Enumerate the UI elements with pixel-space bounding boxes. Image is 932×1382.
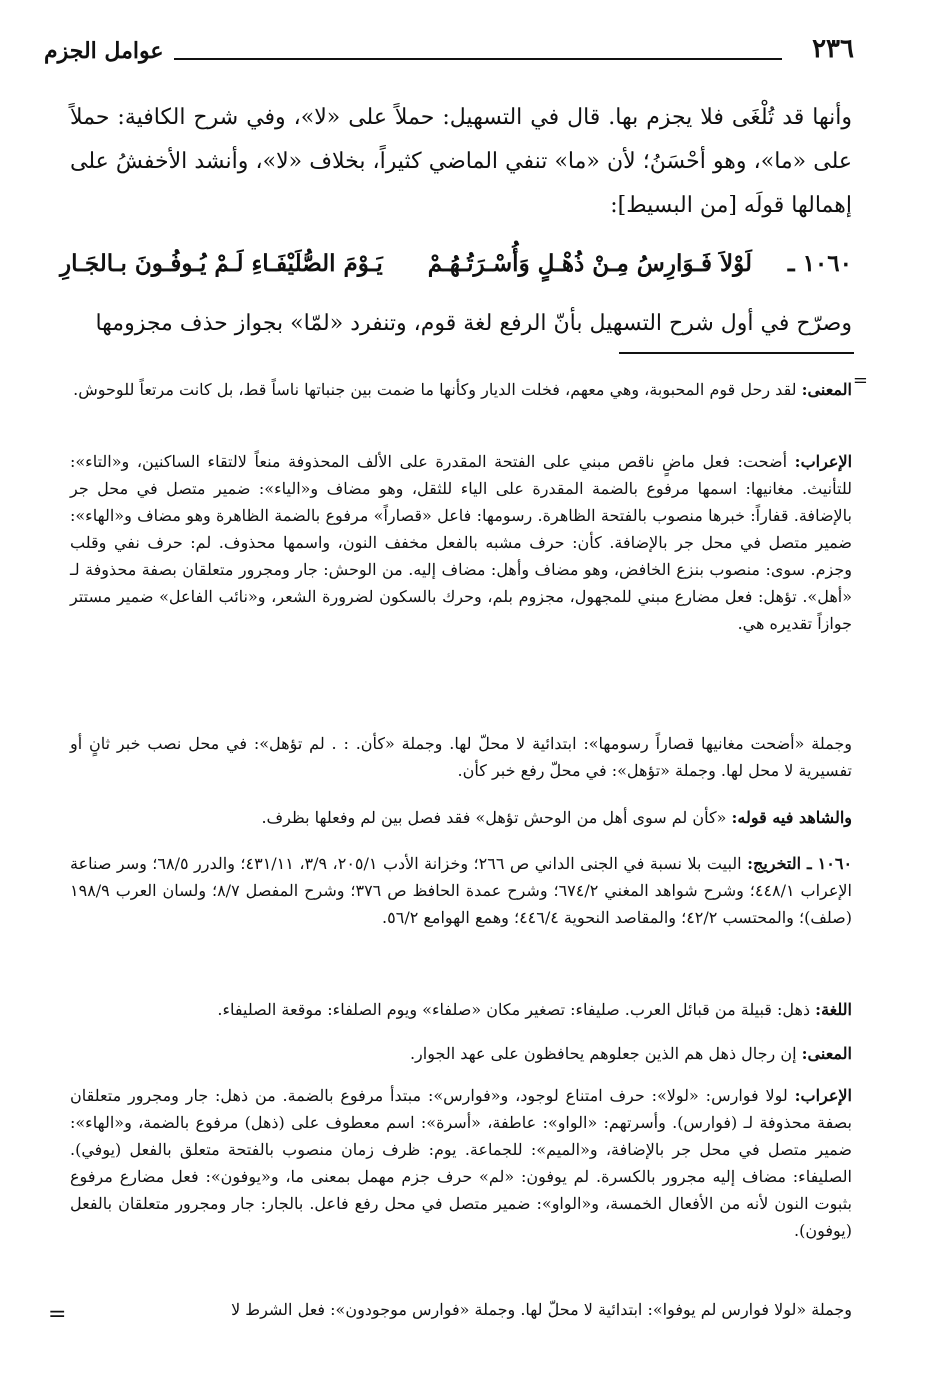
- verse-number: ١٠٦٠ ـ: [787, 250, 852, 277]
- footnote-parsing-2: [70, 1082, 852, 1244]
- footnote-label: الإعراب:: [794, 452, 853, 471]
- footnote-text: البيت بلا نسبة في الجنى الداني ص ٢٦٦؛ وخزانة الأدب ٢٠٥/١، ٣/٩، ٤٣١/١١؛ والدرر ٦٨/٥؛ وسر صناعة الإعراب ٤٤٨/١؛ وشرح شواهد المغني ٦٧٤/٢؛ وشرح عمدة الحافظ ص ٣٧٦؛ وشرح المفصل ٨/٧؛ ولسان العرب ١٩٨/٩ (صلف)؛ والمحتسب ٤٢/٢؛ والمقاصد النحوية ٤٤٦/٤؛ وهمع الهوامع ٥٦/٢.: [70, 854, 852, 927]
- footnote-language: [70, 996, 852, 1023]
- footnote-sentences-2: [70, 1296, 852, 1323]
- main-paragraph: وأنها قد تُلْغَى فلا يجزم بها. قال في التسهيل: حملاً على «لا»، وفي شرح الكافية: حملاً على «ما»، وهو أحْسَنُ؛ لأن «ما» تنفي الماضي كثيراً، بخلاف «لا»، وأنشد الأخفشُ على إهمالها قولَه [من البسيط]:: [70, 105, 852, 218]
- footnote-text: وجملة «لولا فوارس لم يوفوا»: ابتدائية لا محلّ لها. وجملة «فوارس موجودون»: فعل الشرط لا: [231, 1300, 852, 1319]
- main-paragraph-2: وصرّح في أول شرح التسهيل بأنّ الرفع لغة قوم، وتنفرد «لمّا» بجواز حذف مجزومها: [95, 311, 852, 336]
- footnote-label: اللغة:: [815, 1000, 852, 1019]
- main-text-continuation: [70, 304, 852, 344]
- footnote-text: ذهل: قبيلة من قبائل العرب. صليفاء: تصغير مكان «صلفاء» ويوم الصلفاء: موقعة الصليفاء.: [217, 1000, 811, 1019]
- footnote-continuation-mark-bottom: =: [48, 1302, 67, 1327]
- poetry-verse: [60, 244, 852, 294]
- page-number: ٢٣٦: [812, 34, 854, 64]
- footnote-label: الإعراب:: [794, 1086, 852, 1105]
- footnote-separator: [619, 352, 854, 354]
- main-text: [70, 96, 852, 228]
- verse-hemistich-second: يَـوْمَ الصُّلَيْفَـاءِ لَـمْ يُـوفُـونَ بـالجَـارِ: [60, 250, 383, 277]
- footnote-text: لقد رحل قوم المحبوبة، وهي معهم، فخلت الديار وكأنها ما ضمت بين جنباتها ناساً قط، بل كانت مرتعاً للوحوش.: [73, 380, 797, 399]
- footnote-text: أضحت: فعل ماضٍ ناقص مبني على الفتحة المقدرة على الألف المحذوفة منعاً لالتقاء الساكنين، و«التاء»: للتأنيث. مغانيها: اسمها مرفوع بالضمة المقدرة على الياء للثقل، وهو مضاف و«الياء»: ضمير متصل في محل جر بالإضافة. قفاراً: خبرها منصوب بالفتحة الظاهرة. رسومها: فاعل «قصاراً» مرفوع بالضمة الظاهرة وهو مضاف و«الهاء»: ضمير متصل في محل جر بالإضافة. كأن: حرف مشبه بالفعل مخفف النون، واسمها محذوف. لم: حرف نفي وقلب وجزم. سوى: منصوب بنزع الخافض، وهو مضاف وأهل: مضاف إليه. من الوحش: جار ومجرور متعلقان بصفة محذوفة لـ «أهل». تؤهل: فعل مضارع مبني للمجهول، مجزوم بلم، وحرك بالسكون لضرورة الشعر، و«نائب الفاعل» ضمير مستتر جوازاً تقديره هي.: [70, 452, 853, 633]
- footnote-continuation-mark: =: [852, 370, 868, 391]
- header-rule: [174, 58, 782, 60]
- running-title: عوامل الجزم: [44, 38, 164, 64]
- footnote-label: المعنى:: [801, 380, 852, 399]
- footnote-text: لولا فوارس: «لولا»: حرف امتناع لوجود، و«فوارس»: مبتدأ مرفوع بالضمة. من ذهل: جار ومجرور متعلقان بصفة محذوفة لـ (فوارس). وأسرتهم: «الواو»: عاطفة، «أسرة»: اسم معطوف على (ذهل) مرفوع بالضمة، و«الهاء»: ضمير متصل في محل جر بالإضافة، و«الميم»: للجماعة. يوم: ظرف زمان منصوب بالفتحة متعلق بالفعل (يوفي). الصليفاء: مضاف إليه مجرور بالكسرة. لم يوفون: «لم» حرف جزم مهمل بمعنى ما، و«يوفون»: فعل مضارع مرفوع بثبوت النون لأنه من الأفعال الخمسة، و«الواو»: ضمير متصل في محل رفع فاعل. بالجار: جار ومجرور متعلقان بالفعل (يوفون).: [70, 1086, 852, 1240]
- footnote-label: والشاهد فيه قوله:: [731, 808, 852, 827]
- footnote-label: المعنى:: [801, 1044, 852, 1063]
- verse-hemistich-first: لَوْلاَ فَـوَارِسُ مِـنْ ذُهْـلٍ وَأُسْـرَتُـهُـمْ: [427, 250, 752, 277]
- footnote-text: إن رجال ذهل هم الذين جعلوهم يحافظون على عهد الجوار.: [409, 1044, 797, 1063]
- footnote-sentences: [70, 730, 852, 784]
- footnote-evidence: [70, 804, 852, 831]
- footnote-meaning: [70, 376, 852, 403]
- footnote-meaning-2: [70, 1040, 852, 1067]
- footnote-text: «كأن لم سوى أهل من الوحش تؤهل» فقد فصل بين لم وفعلها بظرف.: [261, 808, 727, 827]
- footnote-parsing: [70, 448, 852, 637]
- footnote-sources: [70, 850, 852, 931]
- footnote-label: ١٠٦٠ ـ التخريج:: [747, 854, 853, 873]
- page-header: [44, 34, 854, 74]
- footnote-text: وجملة «أضحت مغانيها قصاراً رسومها»: ابتدائية لا محلّ لها. وجملة «كأن. : . لم تؤهل»: في محل نصب خبر ثانٍ أو تفسيرية لا محل لها. وجملة «تؤهل»: في محلّ رفع خبر كأن.: [70, 734, 852, 780]
